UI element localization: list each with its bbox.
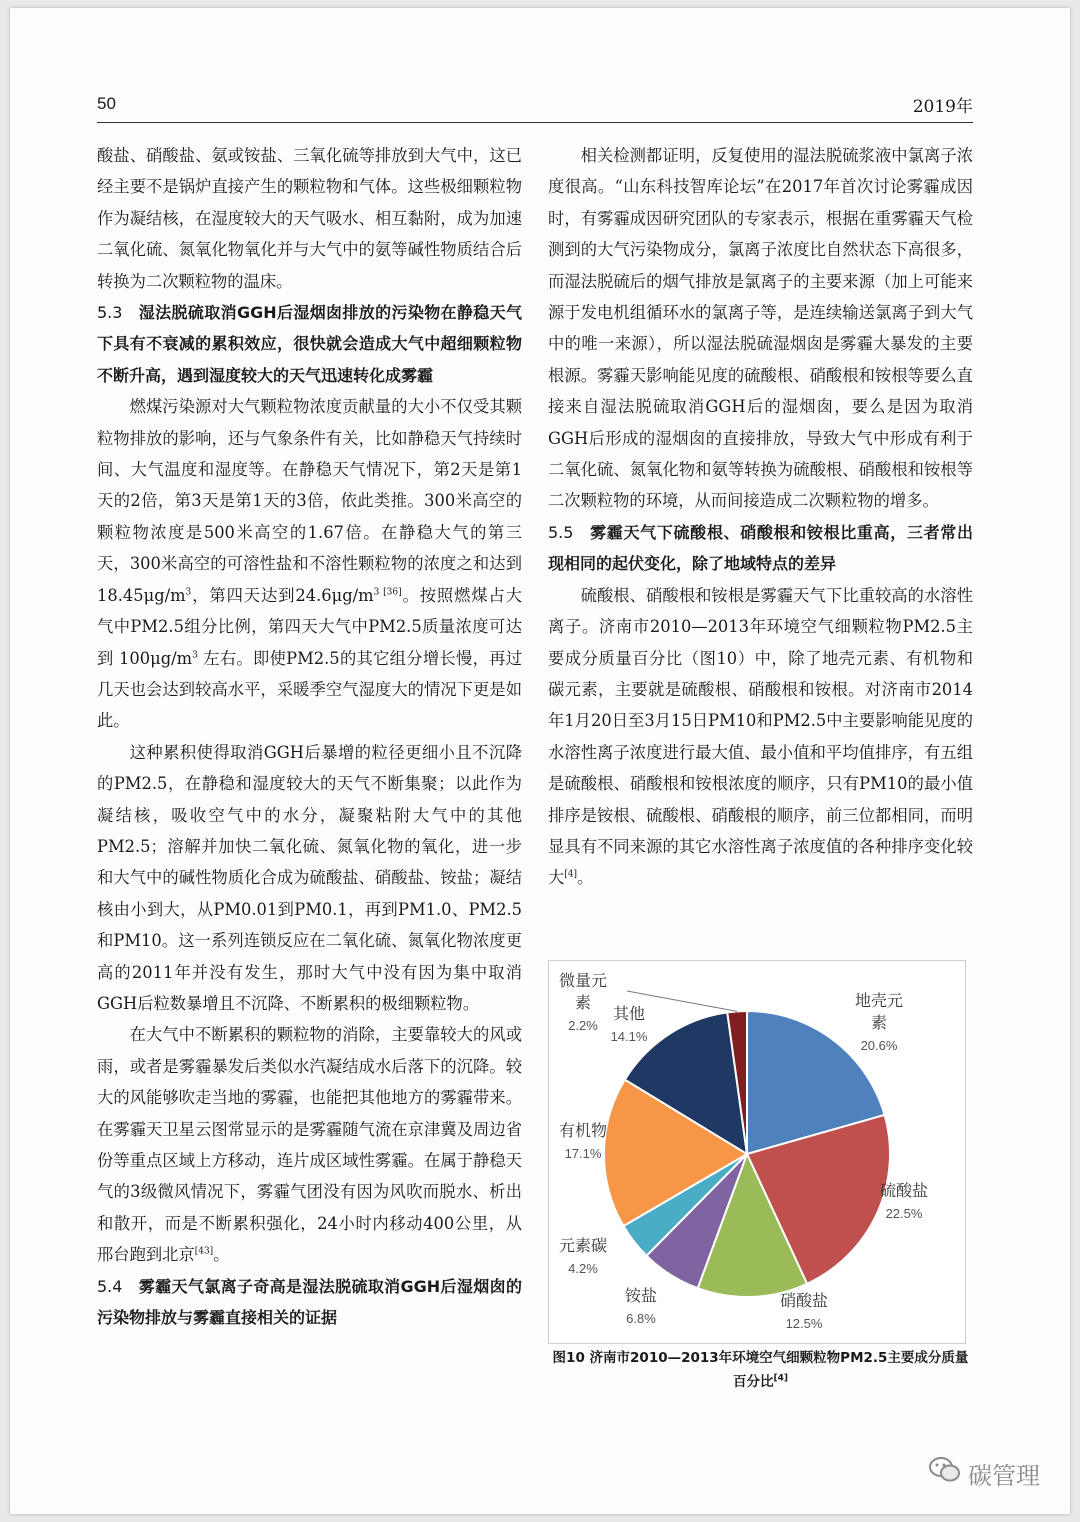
- slice-label: 元素碳: [558, 1236, 608, 1255]
- slice-label: 素: [574, 993, 592, 1012]
- slice-label: 地壳元: [854, 991, 904, 1010]
- slice-percent-label: 6.8%: [626, 1311, 656, 1326]
- slice-label: 其他: [612, 1004, 646, 1023]
- right-column: [548, 140, 973, 894]
- superscript: 3: [185, 587, 192, 598]
- section-number: 5.3: [97, 303, 123, 323]
- slice-label: 硝酸盐: [779, 1291, 829, 1310]
- pie-chart-figure: [548, 960, 966, 1344]
- citation-ref: [43]: [194, 1246, 214, 1257]
- slice-label: 铵盐: [624, 1286, 658, 1305]
- slice-percent-label: 22.5%: [885, 1206, 923, 1221]
- pie-chart: [549, 961, 965, 1343]
- section-number: 5.4: [97, 1276, 123, 1296]
- slice-percent-label: 2.2%: [568, 1018, 598, 1033]
- superscript: 3 [36]: [373, 587, 402, 598]
- paragraph: 这种累积使得取消GGH后暴增的粒径更细小且不沉降的PM2.5，在静稳和湿度较大的天气不断集聚；以此作为凝结核，吸收空气中的水分，凝聚粘附大气中的其他PM2.5；溶解并加快二氧化硫、氮氧化物的氧化，进一步和大气中的碱性物质化合成为硫酸盐、硝酸盐、铵盐；凝结核由小到大，从PM0.01到PM0.1，再到PM1.0、PM2.5和PM10。这一系列连锁反应在二氧化硫、氮氧化物浓度更高的2011年并没有发生，那时大气中没有因为集中取消GGH后粒数暴增且不沉降、不断累积的极细颗粒物。: [97, 742, 522, 1013]
- slice-label: 硫酸盐: [879, 1181, 929, 1200]
- text-run: ，第四天达到24.6μg/m: [191, 585, 374, 605]
- section-title: 湿法脱硫取消GGH后湿烟囱排放的污染物在静稳天气下具有不衰减的累积效应，很快就会造成大气中超细颗粒物不断升高，遇到湿度较大的天气迅速转化成雾霾: [97, 303, 522, 385]
- section-number: 5.5: [548, 522, 574, 542]
- citation-ref: [4]: [773, 1373, 788, 1384]
- text-run: 。: [577, 868, 594, 888]
- caption-text: 图10 济南市2010—2013年环境空气细颗粒物PM2.5主要成分质量百分比: [552, 1350, 969, 1390]
- slice-percent-label: 12.5%: [785, 1316, 823, 1331]
- paragraph: [97, 1019, 522, 1270]
- text-run: 燃煤污染源对大气颗粒物浓度贡献量的大小不仅受其颗粒物排放的影响，还与气象条件有关，比如静稳天气持续时间、大气温度和湿度等。在静稳天气情况下，第2天是第1天的2倍，第3天是第1天的3倍，依此类推。300米高空的颗粒物浓度是500米高空的1.67倍。在静稳大气的第三天，300米高空的可溶性盐和不溶性颗粒物的浓度之和达到 18.45μg/m: [97, 397, 522, 605]
- citation-ref: [4]: [564, 869, 578, 880]
- paragraph: 酸盐、硝酸盐、氨或铵盐、三氧化硫等排放到大气中，这已经主要不是锅炉直接产生的颗粒物和气体。这些极细颗粒物作为凝结核，在湿度较大的天气吸水、相互黏附，成为加速二氧化硫、氮氧化物氧化并与大气中的氨等碱性物质结合后转换为二次颗粒物的温床。: [97, 146, 522, 291]
- page-header: [97, 92, 973, 123]
- section-heading-5-5: [548, 517, 973, 580]
- section-title: 雾霾天气氯离子奇高是湿法脱硫取消GGH后湿烟囱的污染物排放与雾霾直接相关的证据: [97, 1276, 522, 1328]
- superscript: 3: [192, 650, 198, 661]
- watermark-text: 碳管理: [968, 1462, 1040, 1490]
- slice-label: 有机物: [558, 1121, 608, 1140]
- section-heading-5-4: [97, 1271, 522, 1334]
- section-heading-5-3: [97, 297, 522, 391]
- slice-label: 素: [870, 1013, 888, 1032]
- slice-percent-label: 20.6%: [860, 1038, 898, 1053]
- section-title: 雾霾天气下硫酸根、硝酸根和铵根比重高，三者常出现相同的起伏变化，除了地域特点的差异: [548, 522, 973, 574]
- paragraph: 相关检测都证明，反复使用的湿法脱硫浆液中氯离子浓度很高。“山东科技智库论坛”在2017年首次讨论雾霾成因时，有雾霾成因研究团队的专家表示，根据在重雾霾天气检测到的大气污染物成分，氯离子浓度比自然状态下高很多，而湿法脱硫后的烟气排放是氯离子的主要来源（加上可能来源于发电机组循环水的氯离子等，是连续输送氯离子到大气中的唯一来源），所以湿法脱硫湿烟囱是雾霾大暴发的主要根源。雾霾天影响能见度的硫酸根、硝酸根和铵根等要么直接来自湿法脱硫取消GGH后的湿烟囱，要么是因为取消GGH后形成的湿烟囱的直接排放，导致大气中形成有利于二氧化硫、氮氧化物和氨等转换为硫酸根、硝酸根和铵根等二次颗粒物的环境，从而间接造成二次颗粒物的增多。: [548, 146, 973, 511]
- text-run: 在大气中不断累积的颗粒物的消除，主要靠较大的风或雨，或者是雾霾暴发后类似水汽凝结成水后落下的沉降。较大的风能够吹走当地的雾霾，也能把其他地方的雾霾带来。在雾霾天卫星云图常显示的是雾霾随气流在京津冀及周边省份等重点区域上方移动，连片成区域性雾霾。在属于静稳天气的3级微风情况下，雾霾气团没有因为风吹而脱水、析出和散开，而是不断累积强化，24小时内移动400公里，从邢台跑到北京: [97, 1025, 522, 1265]
- paragraph: [548, 580, 973, 894]
- slice-percent-label: 14.1%: [610, 1029, 648, 1044]
- page-number: 50: [97, 94, 116, 113]
- figure-caption: [548, 1346, 973, 1394]
- slice-percent-label: 17.1%: [564, 1146, 602, 1161]
- text-run: 左右。即使PM2.5的其它组分增长慢，再过几天也会达到较高水平，采暖季空气湿度大的情况下更是如此。: [97, 648, 522, 731]
- text-run: 。按照燃煤占大气中PM2.5组分比例，第四天大气中PM2.5质量浓度可达到 100μg/m: [97, 585, 522, 668]
- journal-year: 2019年: [912, 97, 973, 117]
- left-column: [97, 140, 522, 1333]
- slice-percent-label: 4.2%: [568, 1261, 598, 1276]
- text-run: 硫酸根、硝酸根和铵根是雾霾天气下比重较高的水溶性离子。济南市2010—2013年环境空气细颗粒物PM2.5主要成分质量百分比（图10）中，除了地壳元素、有机物和碳元素，主要就是硫酸根、硝酸根和铵根。对济南市2014年1月20日至3月15日PM10和PM2.5中主要影响能见度的水溶性离子浓度进行最大值、最小值和平均值排序，有五组是硫酸根、硝酸根和铵根浓度的顺序，只有PM10的最小值排序是铵根、硫酸根、硝酸根的顺序，前三位都相同，而明显具有不同来源的其它水溶性离子浓度值的各种排序变化较大: [548, 585, 973, 888]
- paragraph: [97, 391, 522, 736]
- slice-label: 微量元: [558, 971, 608, 990]
- wechat-icon: [928, 1454, 962, 1484]
- text-run: 。: [213, 1245, 230, 1265]
